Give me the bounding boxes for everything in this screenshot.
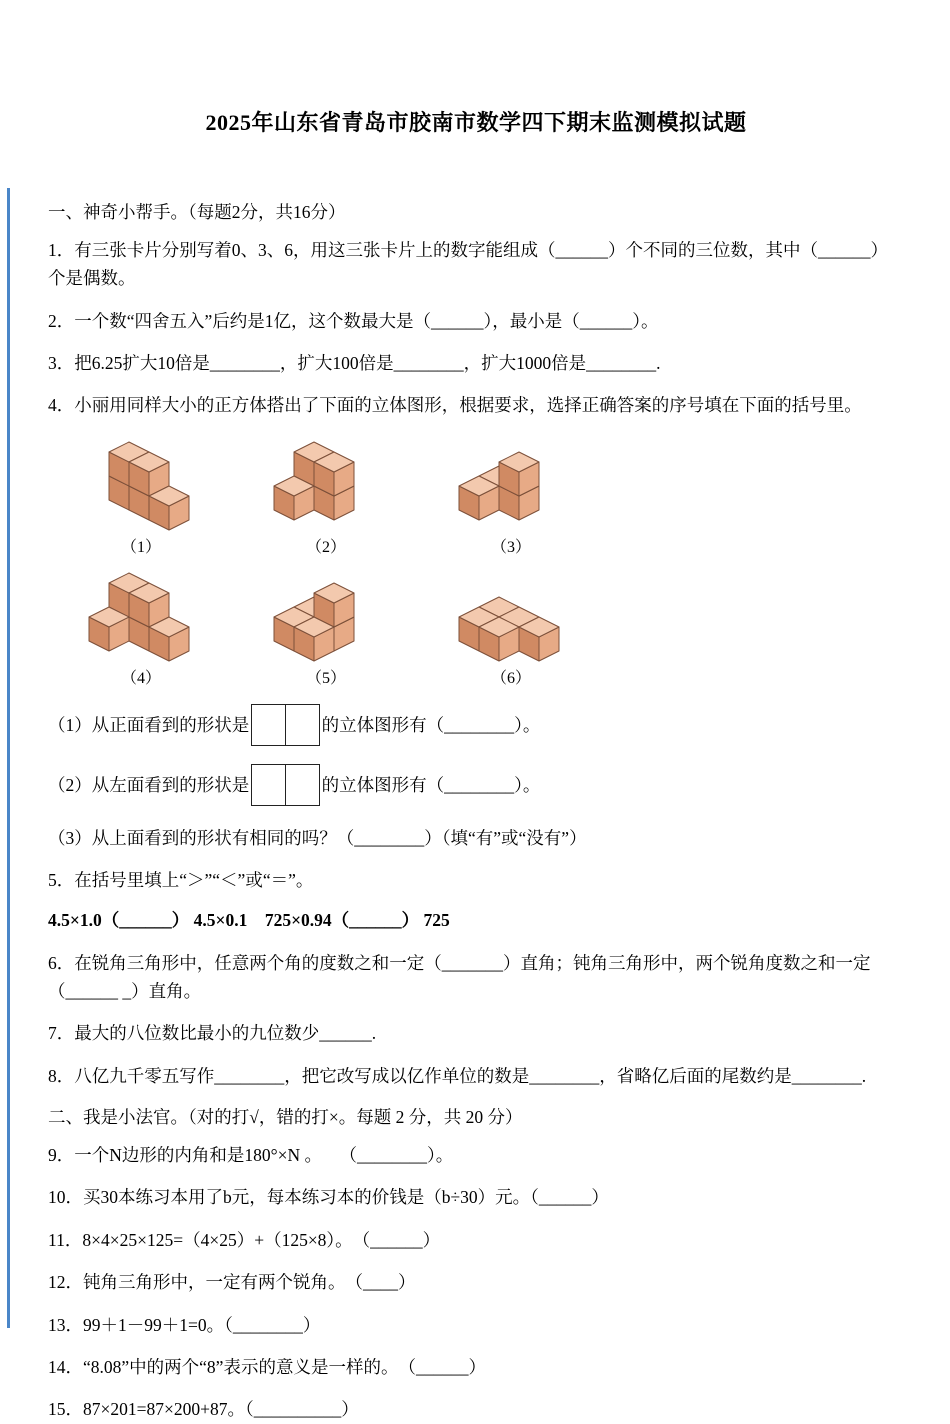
question-11: 11．8×4×25×125=（4×25）+（125×8）。 （______） <box>48 1229 441 1250</box>
cube-figure-label-2: （2） <box>305 538 346 556</box>
cube-diagram-3 <box>441 432 581 534</box>
cube-diagram-5 <box>256 563 396 665</box>
question-13: 13．99＋1－99＋1=0。（________） <box>48 1314 321 1335</box>
question-12: 12．钝角三角形中，一定有两个锐角。 （____） <box>48 1272 416 1293</box>
question-7: 7．最大的八位数比最小的九位数少______. <box>48 1023 377 1044</box>
cube-figure-label-4: （4） <box>120 669 161 687</box>
cube-figure-4 <box>66 563 216 688</box>
question-5: 5．在括号里填上“＞”“＜”或“＝”。 <box>48 870 314 891</box>
front-view-shape-box <box>251 704 319 746</box>
question-14: 14．“8.08”中的两个“8”表示的意义是一样的。 （______） <box>48 1356 486 1377</box>
question-3: 3．把6.25扩大10倍是________，扩大100倍是________，扩大1000倍是________. <box>48 353 661 374</box>
cube-diagram-1 <box>71 432 211 534</box>
question-8: 8．八亿九千零五写作________，把它改写成以亿作单位的数是________，省略亿后面的尾数约是________. <box>48 1065 867 1086</box>
question-4-sub-2-prefix: （2）从左面看到的形状是 <box>48 775 250 796</box>
cube-diagram-4 <box>71 563 211 665</box>
figures-grid <box>66 432 904 688</box>
cube-diagram-6 <box>441 563 581 665</box>
question-15: 15．87×201=87×200+87。（__________） <box>48 1399 359 1420</box>
section-1-heading: 一、神奇小帮手。（每题2分，共16分） <box>48 202 346 222</box>
cube-figure-label-1: （1） <box>120 538 161 556</box>
cube-figure-6 <box>436 563 586 688</box>
question-4-sub-3: （3）从上面看到的形状有相同的吗？（________）（填“有”或“没有”） <box>48 827 587 848</box>
question-4-sub-2 <box>48 764 904 806</box>
question-4-sub-2-suffix: 的立体图形有（________）。 <box>321 775 541 796</box>
question-4-sub-1-suffix: 的立体图形有（________）。 <box>321 715 541 736</box>
question-2: 2．一个数“四舍五入”后约是1亿，这个数最大是（______），最小是（______）。 <box>48 310 659 331</box>
question-10: 10．买30本练习本用了b元，每本练习本的价钱是（b÷30）元。（______） <box>48 1187 609 1208</box>
question-5-comparisons: 4.5×1.0（______） 4.5×0.1 725×0.94（______） 725 <box>48 910 450 931</box>
cube-figure-3 <box>436 432 586 557</box>
question-4-sub-1 <box>48 704 904 746</box>
cube-diagram-2 <box>256 432 396 534</box>
shape-cell <box>251 704 286 746</box>
section-2-heading: 二、我是小法官。（对的打√，错的打×。每题 2 分，共 20 分） <box>48 1107 523 1128</box>
left-view-shape-box <box>251 764 319 806</box>
question-6: 6．在锐角三角形中，任意两个角的度数之和一定（_______）直角；钝角三角形中，两个锐角度数之和一定（______ _）直角。 <box>48 952 871 1002</box>
left-edge-rule <box>7 188 10 1328</box>
shape-cell <box>285 764 320 806</box>
question-9: 9．一个N边形的内角和是180°×N 。 （________）。 <box>48 1145 454 1166</box>
cube-figure-2 <box>251 432 401 557</box>
question-4-sub-1-prefix: （1）从正面看到的形状是 <box>48 715 250 736</box>
page-title: 2025年山东省青岛市胶南市数学四下期末监测模拟试题 <box>205 110 747 135</box>
cube-figure-label-5: （5） <box>305 669 346 687</box>
shape-cell <box>285 704 320 746</box>
cube-figure-1 <box>66 432 216 557</box>
cube-figure-label-6: （6） <box>490 669 531 687</box>
cube-figure-5 <box>251 563 401 688</box>
question-4: 4．小丽用同样大小的正方体搭出了下面的立体图形，根据要求，选择正确答案的序号填在下面的括号里。 <box>48 395 862 416</box>
cube-figure-label-3: （3） <box>490 538 531 556</box>
shape-cell <box>251 764 286 806</box>
question-1: 1．有三张卡片分别写着0、3、6，用这三张卡片上的数字能组成（______）个不同的三位数，其中（______）个是偶数。 <box>48 240 888 289</box>
